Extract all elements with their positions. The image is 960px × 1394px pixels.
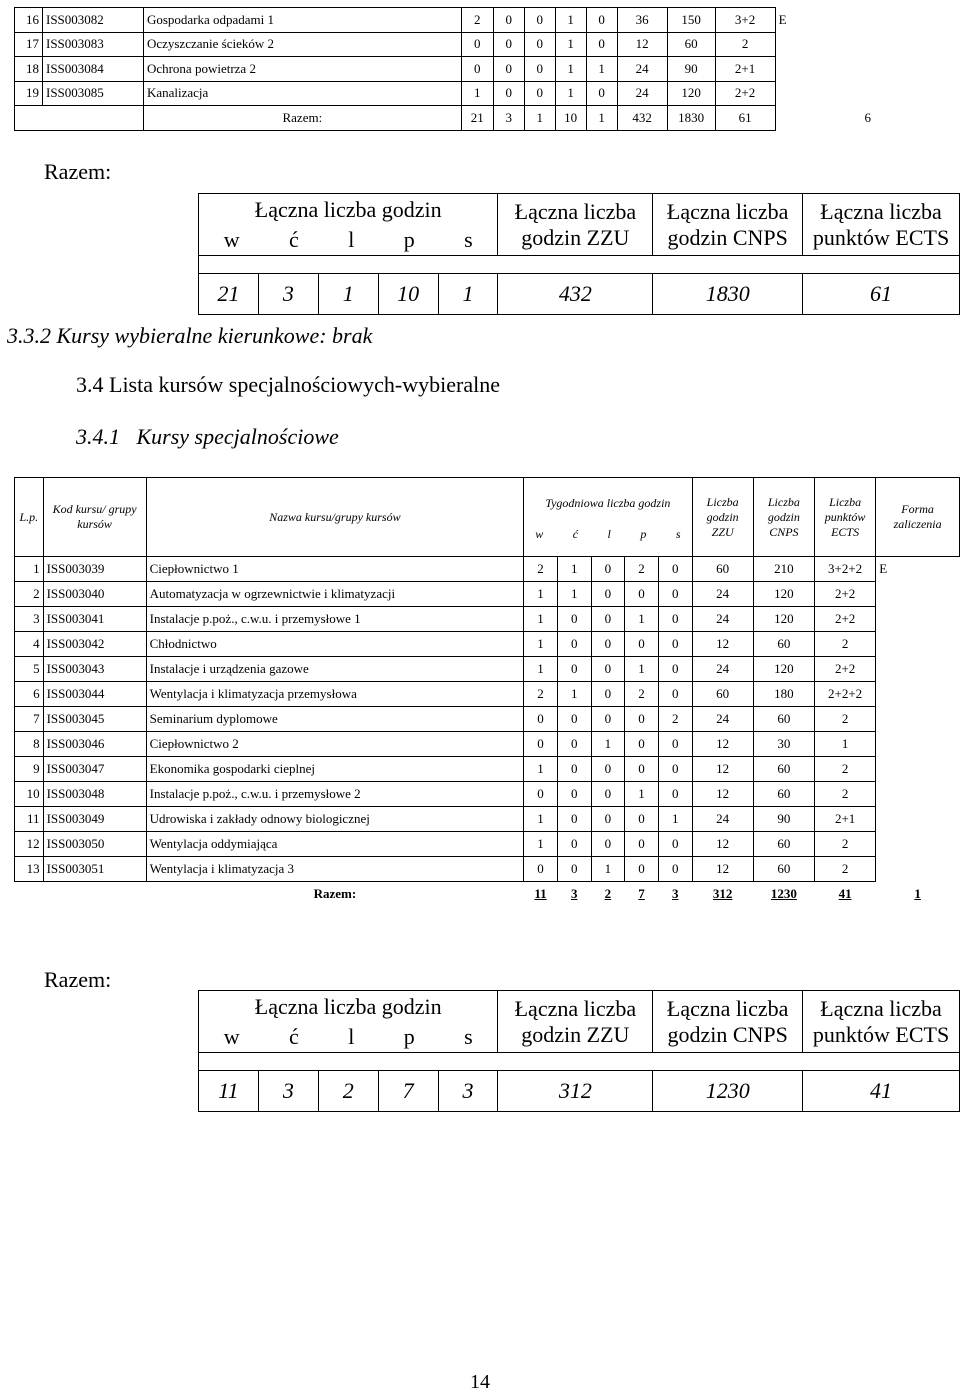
sum-cnps: 1830 — [653, 274, 803, 315]
total-value: 3 — [570, 886, 578, 901]
table-cell: 0 — [591, 557, 625, 582]
table-row — [15, 832, 960, 857]
sum-s: 3 — [438, 1071, 498, 1112]
table-cell: 0 — [524, 707, 558, 732]
table-cell: 0 — [591, 757, 625, 782]
table-cell: 0 — [658, 607, 692, 632]
total-row — [15, 106, 960, 131]
total-value: 1230 — [770, 886, 797, 901]
code-header: Kod kursu/ grupy kursów — [43, 478, 146, 557]
table-cell: 2+2+2 — [815, 682, 876, 707]
table-cell: ISS003040 — [43, 582, 146, 607]
table-cell: 1 — [557, 582, 591, 607]
sum-zzu: 432 — [498, 274, 653, 315]
table-cell: 180 — [753, 682, 814, 707]
form-header: Forma zaliczenia — [876, 478, 960, 557]
table-row — [15, 857, 960, 882]
table-cell — [876, 607, 960, 632]
table-cell: 2+1 — [815, 807, 876, 832]
table-cell — [876, 857, 960, 882]
zzu-header: Łączna liczba godzin ZZU — [498, 991, 653, 1053]
table-row — [15, 757, 960, 782]
table-cell: 60 — [692, 557, 753, 582]
summary-heading: Razem: — [44, 159, 112, 184]
table-cell: 3+2+2 — [815, 557, 876, 582]
total-value: 1 — [524, 106, 555, 131]
table-cell: 24 — [692, 607, 753, 632]
table-cell: Instalacje p.poż., c.w.u. i przemysłowe 1 — [146, 607, 524, 632]
page-number: 14 — [470, 1371, 490, 1393]
table-cell: Ochrona powietrza 2 — [143, 57, 461, 82]
table-row — [15, 57, 960, 82]
table-cell: 1 — [461, 81, 493, 106]
table-row — [15, 8, 960, 33]
table-cell: E — [775, 8, 960, 33]
table-cell: 0 — [658, 582, 692, 607]
section-heading-332: 3.3.2 Kursy wybieralne kierunkowe: brak — [7, 323, 373, 348]
table-cell: 2+2 — [815, 657, 876, 682]
sum-p: 10 — [378, 274, 438, 315]
table-cell: 0 — [461, 57, 493, 82]
table-cell: 0 — [658, 557, 692, 582]
cnps-header: Liczba godzin CNPS — [753, 478, 814, 557]
table-cell: 0 — [591, 782, 625, 807]
table-cell: 4 — [15, 632, 44, 657]
table-cell: 12 — [692, 632, 753, 657]
sum-c: 3 — [258, 1071, 318, 1112]
table-cell: 16 — [15, 8, 43, 33]
table-cell: 1 — [557, 557, 591, 582]
table-cell: 1 — [591, 857, 625, 882]
sum-p: 7 — [378, 1071, 438, 1112]
table-cell: 0 — [557, 657, 591, 682]
table-cell: 2 — [15, 582, 44, 607]
table-cell — [876, 832, 960, 857]
table-cell: 60 — [753, 707, 814, 732]
table-cell: 0 — [658, 657, 692, 682]
table-row — [15, 607, 960, 632]
table-cell: 150 — [667, 8, 715, 33]
table-cell: 24 — [692, 657, 753, 682]
table-row — [15, 582, 960, 607]
table-cell: 2 — [524, 682, 558, 707]
total-row — [15, 882, 960, 907]
table-row — [15, 807, 960, 832]
table-row — [15, 81, 960, 106]
table-cell: 12 — [692, 857, 753, 882]
sum-ects: 61 — [803, 274, 960, 315]
table-cell: 120 — [667, 81, 715, 106]
table-row — [15, 32, 960, 57]
table-cell: 2+2 — [715, 81, 775, 106]
table-cell — [876, 707, 960, 732]
table-cell: ISS003043 — [43, 657, 146, 682]
total-value: 2 — [604, 886, 612, 901]
table-cell: 1 — [524, 757, 558, 782]
table-cell: Ekonomika gospodarki cieplnej — [146, 757, 524, 782]
table-cell: ISS003045 — [43, 707, 146, 732]
name-header: Nazwa kursu/grupy kursów — [146, 478, 524, 557]
table-cell: 0 — [591, 632, 625, 657]
cnps-header: Łączna liczba godzin CNPS — [653, 194, 803, 256]
table-row — [15, 707, 960, 732]
table-cell: 1 — [15, 557, 44, 582]
summary-table-2 — [198, 990, 960, 1112]
table-cell: 2 — [815, 632, 876, 657]
table-cell: 60 — [667, 32, 715, 57]
table-cell: ISS003046 — [43, 732, 146, 757]
table-cell: ISS003084 — [42, 57, 143, 82]
sum-l: 2 — [318, 1071, 378, 1112]
table-cell: Automatyzacja w ogrzewnictwie i klimatyzacji — [146, 582, 524, 607]
total-value: 1 — [586, 106, 617, 131]
total-hours-header: Łączna liczba godzin w ć l p s — [199, 194, 498, 256]
table-cell: 11 — [15, 807, 44, 832]
table-cell: 12 — [15, 832, 44, 857]
total-value: 1 — [914, 885, 921, 901]
table-cell — [775, 57, 960, 82]
table-cell — [876, 782, 960, 807]
table-cell: 0 — [591, 707, 625, 732]
zzu-header: Łączna liczba godzin ZZU — [498, 194, 653, 256]
total-hours-header: Łączna liczba godzin w ć l p s — [199, 991, 498, 1053]
table-cell: 5 — [15, 657, 44, 682]
table-cell: 1 — [658, 807, 692, 832]
sum-cnps: 1230 — [653, 1071, 803, 1112]
table-cell: 0 — [591, 607, 625, 632]
table-cell: 12 — [692, 782, 753, 807]
table-cell — [876, 807, 960, 832]
table-cell: 0 — [591, 807, 625, 832]
table-cell: 1 — [555, 57, 586, 82]
table-cell — [775, 32, 960, 57]
table-cell: 2 — [815, 832, 876, 857]
table-cell — [876, 632, 960, 657]
table-cell: Ciepłownictwo 1 — [146, 557, 524, 582]
table-cell: 0 — [493, 57, 524, 82]
table-cell: 2+2 — [815, 582, 876, 607]
table-cell: Gospodarka odpadami 1 — [143, 8, 461, 33]
table-cell: 0 — [493, 8, 524, 33]
table-cell: 2 — [815, 707, 876, 732]
table-cell: 120 — [753, 607, 814, 632]
table-cell: 6 — [15, 682, 44, 707]
table-cell: Udrowiska i zakłady odnowy biologicznej — [146, 807, 524, 832]
table-cell: 2 — [815, 782, 876, 807]
table-cell: 0 — [625, 582, 659, 607]
table-cell: 1 — [625, 657, 659, 682]
weekly-hours-header: Tygodniowa liczba godzin w ć l p s — [524, 478, 692, 557]
total-value: 10 — [555, 106, 586, 131]
table-cell: 0 — [586, 32, 617, 57]
table-row — [15, 782, 960, 807]
table-cell: 7 — [15, 707, 44, 732]
ects-header: Liczba punktów ECTS — [815, 478, 876, 557]
table-cell: Wentylacja i klimatyzacja przemysłowa — [146, 682, 524, 707]
table-cell: 0 — [557, 632, 591, 657]
table-cell — [775, 81, 960, 106]
sum-l: 1 — [318, 274, 378, 315]
table-cell: 0 — [658, 757, 692, 782]
table-cell: 0 — [557, 732, 591, 757]
sum-w: 21 — [199, 274, 259, 315]
table-cell: ISS003039 — [43, 557, 146, 582]
table-cell: 0 — [557, 607, 591, 632]
table-cell: 0 — [461, 32, 493, 57]
table-cell: 0 — [658, 857, 692, 882]
table-cell: Instalacje i urządzenia gazowe — [146, 657, 524, 682]
table-cell: ISS003082 — [42, 8, 143, 33]
table-cell: ISS003042 — [43, 632, 146, 657]
table-cell: ISS003051 — [43, 857, 146, 882]
table-cell: 0 — [524, 8, 555, 33]
table-cell: 0 — [557, 832, 591, 857]
table-cell: 8 — [15, 732, 44, 757]
table-cell: 60 — [753, 632, 814, 657]
table-cell: 2 — [524, 557, 558, 582]
table-cell: 0 — [524, 732, 558, 757]
table-cell: 90 — [667, 57, 715, 82]
table-cell: 1 — [555, 32, 586, 57]
table-cell: 24 — [692, 707, 753, 732]
table-cell: 0 — [625, 632, 659, 657]
table-cell: 13 — [15, 857, 44, 882]
table-cell: 0 — [524, 782, 558, 807]
zzu-header: Liczba godzin ZZU — [692, 478, 753, 557]
table-cell: 90 — [753, 807, 814, 832]
total-value: 312 — [712, 886, 733, 901]
section-heading-34: 3.4 Lista kursów specjalnościowych-wybieralne — [76, 372, 500, 397]
table-cell: 1 — [524, 582, 558, 607]
table-cell: Chłodnictwo — [146, 632, 524, 657]
table-cell — [876, 757, 960, 782]
table-cell: 0 — [658, 832, 692, 857]
total-value: 21 — [461, 106, 493, 131]
table-cell: ISS003047 — [43, 757, 146, 782]
sum-w: 11 — [199, 1071, 259, 1112]
table-cell: 30 — [753, 732, 814, 757]
table-cell: 0 — [524, 857, 558, 882]
table-cell: 0 — [586, 8, 617, 33]
table-cell: 1 — [555, 8, 586, 33]
table-cell: 0 — [524, 32, 555, 57]
table-cell: 120 — [753, 582, 814, 607]
table-cell: 0 — [625, 857, 659, 882]
table-cell: 0 — [625, 832, 659, 857]
table-cell: 24 — [617, 81, 667, 106]
table-cell: ISS003050 — [43, 832, 146, 857]
blank-cell — [15, 106, 144, 131]
table-cell: 0 — [524, 81, 555, 106]
table-cell: 120 — [753, 657, 814, 682]
table-cell: E — [876, 557, 960, 582]
table-cell: 2 — [658, 707, 692, 732]
table-cell: 1 — [524, 832, 558, 857]
table-cell: 12 — [692, 832, 753, 857]
table-cell — [876, 732, 960, 757]
table-cell: 2+2 — [815, 607, 876, 632]
table-cell: 2 — [815, 857, 876, 882]
table-cell: 2 — [625, 557, 659, 582]
table-cell: 0 — [625, 807, 659, 832]
section-heading-341: 3.4.1 Kursy specjalnościowe — [76, 424, 339, 449]
table-cell: 60 — [753, 782, 814, 807]
table-cell: 0 — [625, 757, 659, 782]
table-cell: 3 — [15, 607, 44, 632]
table-cell: 0 — [591, 682, 625, 707]
table-cell: 0 — [557, 857, 591, 882]
cnps-header: Łączna liczba godzin CNPS — [653, 991, 803, 1053]
table-cell: 12 — [692, 757, 753, 782]
table-cell: Seminarium dyplomowe — [146, 707, 524, 732]
table-cell: 0 — [625, 732, 659, 757]
table-cell: 0 — [591, 657, 625, 682]
table-cell: 1 — [524, 632, 558, 657]
table-cell — [876, 682, 960, 707]
table-cell: 2 — [815, 757, 876, 782]
table-cell: 2 — [461, 8, 493, 33]
table-row — [15, 657, 960, 682]
table-cell: 24 — [692, 807, 753, 832]
total-value: 41 — [838, 886, 852, 901]
table-cell: 2+1 — [715, 57, 775, 82]
table-cell: 0 — [493, 81, 524, 106]
total-value: 3 — [493, 106, 524, 131]
table-cell: 60 — [753, 757, 814, 782]
sum-ects: 41 — [803, 1071, 960, 1112]
blank-cell — [15, 882, 147, 907]
total-value: 7 — [638, 886, 645, 901]
table-cell: 0 — [493, 32, 524, 57]
table-cell: 3+2 — [715, 8, 775, 33]
table-cell: 0 — [557, 757, 591, 782]
table-cell: 1 — [524, 607, 558, 632]
table-cell: 0 — [658, 732, 692, 757]
table-cell: 0 — [591, 582, 625, 607]
table-cell: ISS003041 — [43, 607, 146, 632]
total-value: 1830 — [667, 106, 715, 131]
table-cell: 2 — [715, 32, 775, 57]
table-cell: 17 — [15, 32, 43, 57]
table-cell: 0 — [557, 782, 591, 807]
table-cell: 1 — [815, 732, 876, 757]
total-value: 61 — [715, 106, 775, 131]
table-cell: Instalacje p.poż., c.w.u. i przemysłowe 2 — [146, 782, 524, 807]
total-label: Razem: — [143, 106, 461, 131]
total-value: 432 — [617, 106, 667, 131]
table-cell: Wentylacja i klimatyzacja 3 — [146, 857, 524, 882]
table-cell: 0 — [557, 707, 591, 732]
table-cell: ISS003044 — [43, 682, 146, 707]
lp-header: L.p. — [15, 478, 44, 557]
table-cell: 18 — [15, 57, 43, 82]
table-cell: 0 — [658, 632, 692, 657]
previous-courses-table — [14, 7, 960, 131]
total-value: 11 — [534, 886, 547, 901]
table-cell: 12 — [692, 732, 753, 757]
table-header-row — [15, 478, 960, 557]
table-row — [15, 632, 960, 657]
sum-zzu: 312 — [498, 1071, 653, 1112]
table-cell: 1 — [524, 807, 558, 832]
table-cell: 24 — [617, 57, 667, 82]
table-cell: 0 — [524, 57, 555, 82]
table-cell — [876, 657, 960, 682]
table-cell: 36 — [617, 8, 667, 33]
table-cell: ISS003049 — [43, 807, 146, 832]
table-cell: 1 — [557, 682, 591, 707]
table-cell: 24 — [692, 582, 753, 607]
table-row — [15, 732, 960, 757]
table-cell: 60 — [753, 857, 814, 882]
table-cell: Kanalizacja — [143, 81, 461, 106]
table-cell: 1 — [591, 732, 625, 757]
table-cell — [876, 582, 960, 607]
summary-heading: Razem: — [44, 967, 112, 992]
table-cell: 0 — [557, 807, 591, 832]
table-cell: 0 — [586, 81, 617, 106]
total-value: 3 — [671, 886, 679, 901]
table-cell: 0 — [658, 782, 692, 807]
sum-c: 3 — [258, 274, 318, 315]
table-cell: 1 — [524, 657, 558, 682]
ects-header: Łączna liczba punktów ECTS — [803, 991, 960, 1053]
table-cell: 12 — [617, 32, 667, 57]
table-cell: Ciepłownictwo 2 — [146, 732, 524, 757]
table-cell: Wentylacja oddymiająca — [146, 832, 524, 857]
table-cell: ISS003083 — [42, 32, 143, 57]
total-value: 6 — [775, 106, 960, 131]
table-cell: 210 — [753, 557, 814, 582]
summary-table-1 — [198, 193, 960, 315]
table-cell: ISS003085 — [42, 81, 143, 106]
table-cell: ISS003048 — [43, 782, 146, 807]
table-cell: 1 — [625, 607, 659, 632]
table-cell: 0 — [591, 832, 625, 857]
table-cell: 1 — [625, 782, 659, 807]
table-cell: Oczyszczanie ścieków 2 — [143, 32, 461, 57]
table-cell: 60 — [753, 832, 814, 857]
ects-header: Łączna liczba punktów ECTS — [803, 194, 960, 256]
specialty-courses-table — [14, 477, 960, 906]
table-row — [15, 557, 960, 582]
table-cell: 1 — [555, 81, 586, 106]
table-cell: 19 — [15, 81, 43, 106]
total-label: Razem: — [313, 886, 357, 901]
table-row — [15, 682, 960, 707]
table-cell: 60 — [692, 682, 753, 707]
table-cell: 2 — [625, 682, 659, 707]
table-cell: 0 — [658, 682, 692, 707]
table-cell: 0 — [625, 707, 659, 732]
table-cell: 9 — [15, 757, 44, 782]
sum-s: 1 — [438, 274, 498, 315]
table-cell: 10 — [15, 782, 44, 807]
table-cell: 1 — [586, 57, 617, 82]
